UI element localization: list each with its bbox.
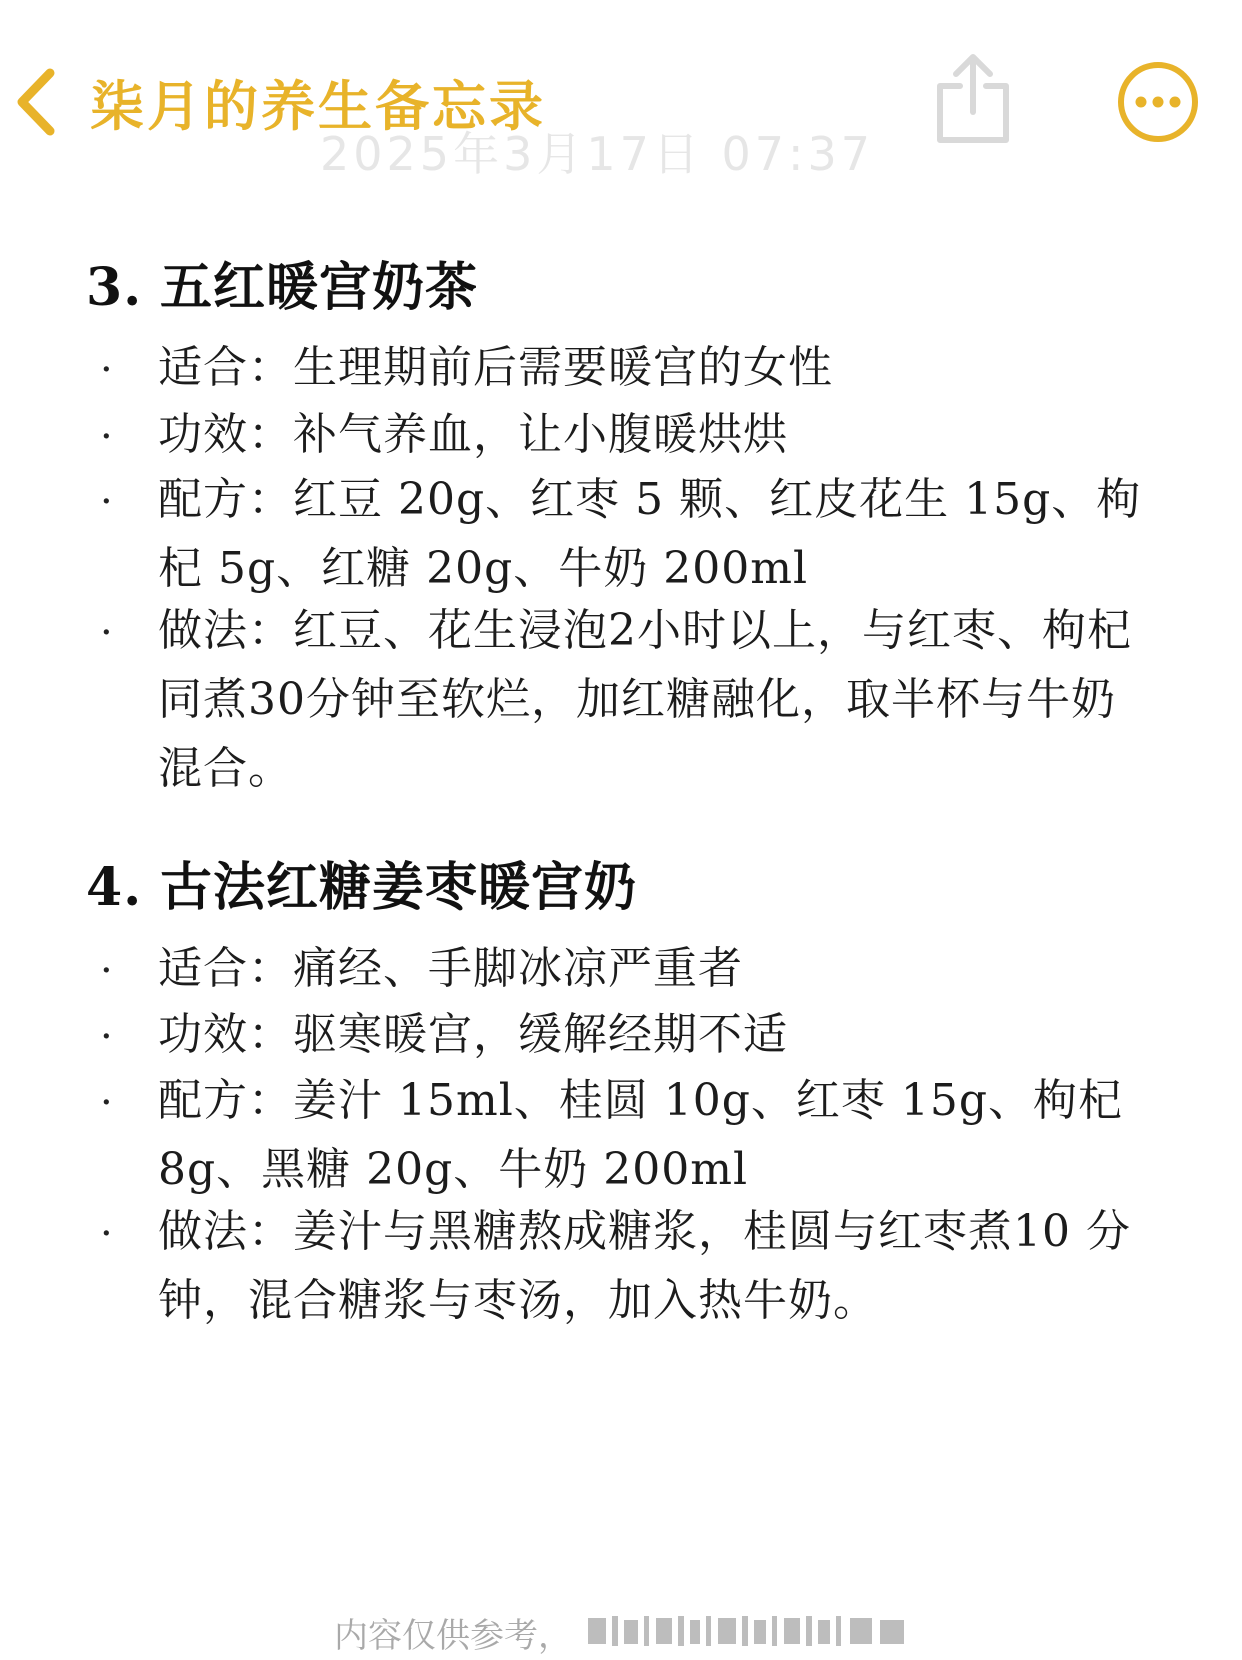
list-item-recipe: [158, 1066, 1148, 1204]
bullet-icon: ·: [100, 1014, 113, 1060]
bullet-icon: ·: [100, 948, 113, 994]
section-number: 4.: [86, 857, 143, 918]
bullet-icon: ·: [100, 347, 113, 393]
item-label: 配方：: [158, 474, 293, 525]
bullet-icon: ·: [100, 414, 113, 460]
section-title: 古法红糖姜枣暖宫奶: [160, 857, 638, 918]
item-label: 功效：: [158, 1009, 293, 1060]
item-label: 适合：: [158, 342, 293, 393]
list-item-suitable: [158, 333, 1148, 402]
note-date: 2025年3月17日 07:37: [320, 127, 875, 181]
list-item-method: [158, 596, 1148, 803]
section-number: 3.: [86, 257, 143, 318]
list-item-suitable: [158, 934, 1148, 1003]
item-label: 配方：: [158, 1075, 293, 1126]
section-heading-3: [86, 245, 478, 320]
item-value: 红豆 20g、红枣 5 颗、红皮花生 15g、枸杞 5g、红糖 20g、牛奶 200ml: [158, 474, 1142, 594]
list-item-effect: [158, 1000, 1148, 1069]
item-label: 功效：: [158, 409, 293, 460]
bullet-icon: ·: [100, 610, 113, 656]
item-value: 姜汁 15ml、桂圆 10g、红枣 15g、枸杞 8g、黑糖 20g、牛奶 200ml: [158, 1075, 1124, 1195]
list-item-method: [158, 1197, 1148, 1335]
section-heading-4: [86, 845, 637, 920]
footer-disclaimer: 内容仅供参考，: [334, 1616, 572, 1656]
section-title: 五红暖宫奶茶: [160, 257, 479, 318]
item-value: 补气养血，让小腹暖烘烘: [293, 409, 788, 460]
item-value: 驱寒暖宫，缓解经期不适: [293, 1009, 788, 1060]
bullet-icon: ·: [100, 479, 113, 525]
list-item-effect: [158, 400, 1148, 469]
redacted-text-graphic: [588, 1614, 908, 1648]
item-label: 做法：: [158, 605, 293, 656]
item-label: 适合：: [158, 943, 293, 994]
item-value: 痛经、手脚冰凉严重者: [293, 943, 743, 994]
item-value: 姜汁与黑糖熬成糖浆，桂圆与红枣煮10 分钟，混合糖浆与枣汤，加入热牛奶。: [158, 1206, 1131, 1326]
item-label: 做法：: [158, 1206, 293, 1257]
list-item-recipe: [158, 465, 1148, 603]
bullet-icon: ·: [100, 1211, 113, 1257]
bullet-icon: ·: [100, 1080, 113, 1126]
item-value: 生理期前后需要暖宫的女性: [293, 342, 833, 393]
back-label: 柒月的养生备忘录: [90, 74, 546, 138]
item-value: 红豆、花生浸泡2小时以上，与红枣、枸杞同煮30分钟至软烂，加红糖融化，取半杯与牛奶混合。: [158, 605, 1132, 794]
